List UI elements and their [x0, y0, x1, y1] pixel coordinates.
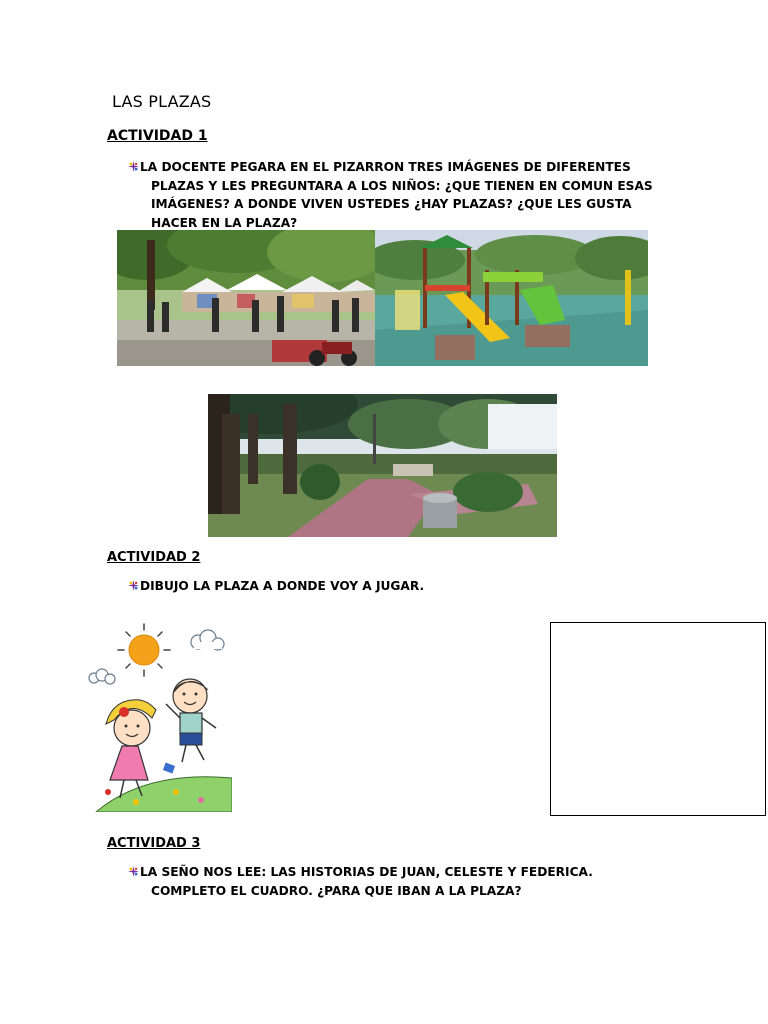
activity-3-heading: ACTIVIDAD 3 — [107, 836, 201, 851]
activity-1-heading: ACTIVIDAD 1 — [107, 128, 208, 144]
plaza-playground-photo — [375, 230, 648, 366]
cloud-icon — [191, 630, 224, 650]
activity-1-instructions: LA DOCENTE PEGARA EN EL PIZARRON TRES IMÁGENES DE DIFERENTES PLAZAS Y LES PREGUNTARA A LOS NIÑOS: ¿QUE TIENEN EN COMUN ESAS IMÁGENES? A DONDE VIVEN USTEDES ¿HAY PLAZAS? ¿QUE LES GUSTA HACER EN LA PLAZA? — [128, 158, 653, 232]
kids-playing-illustration — [86, 620, 232, 812]
activity-3-instructions: LA SEÑO NOS LEE: LAS HISTORIAS DE JUAN, CELESTE Y FEDERICA. COMPLETO EL CUADRO. ¿PARA QUE IBAN A LA PLAZA? — [128, 863, 593, 900]
sun-icon — [118, 624, 170, 676]
activity-2-heading: ACTIVIDAD 2 — [107, 550, 201, 565]
colorful-star-bullet-icon — [128, 866, 139, 877]
boy-figure — [166, 679, 216, 762]
bullet-line: LA DOCENTE PEGARA EN EL PIZARRON TRES IMÁGENES DE DIFERENTES — [128, 158, 653, 177]
plaza-park-photo — [208, 394, 557, 537]
girl-figure — [106, 700, 156, 798]
page-title: LAS PLAZAS — [112, 92, 212, 111]
colorful-star-bullet-icon — [128, 580, 139, 591]
bullet-line: LA SEÑO NOS LEE: LAS HISTORIAS DE JUAN, CELESTE Y FEDERICA. — [128, 863, 593, 882]
colorful-star-bullet-icon — [128, 161, 139, 172]
bullet-line: DIBUJO LA PLAZA A DONDE VOY A JUGAR. — [128, 577, 424, 596]
drawing-box[interactable] — [550, 622, 766, 816]
activity-2-instructions — [128, 577, 424, 596]
cloud-icon — [89, 669, 115, 684]
plaza-market-photo — [117, 230, 375, 366]
